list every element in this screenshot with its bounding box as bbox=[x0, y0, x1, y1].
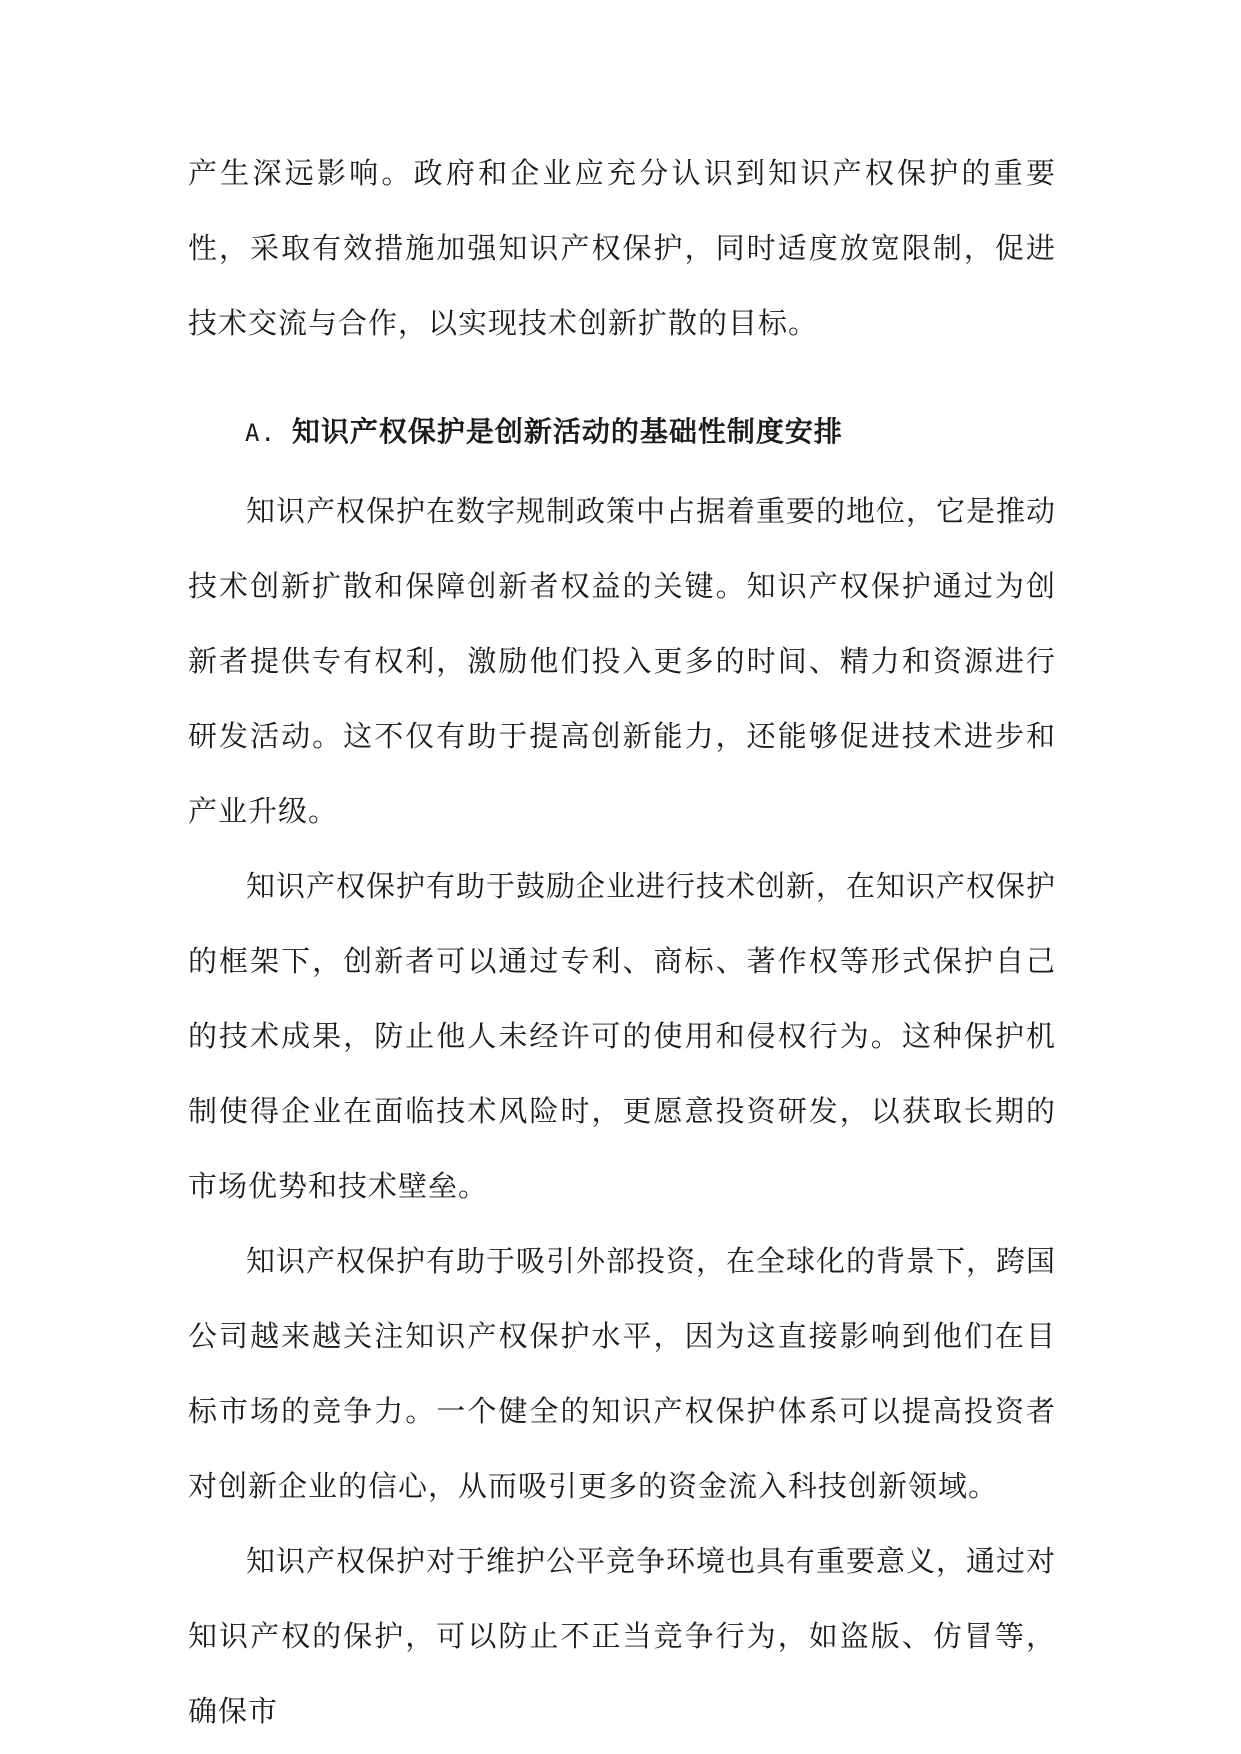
paragraph-ip-fair-competition: 知识产权保护对于维护公平竞争环境也具有重要意义，通过对知识产权的保护，可以防止不正当竞争行为，如盗版、仿冒等，确保市 bbox=[188, 1544, 1057, 1728]
paragraph-ip-encourage-innovation: 知识产权保护有助于鼓励企业进行技术创新，在知识产权保护的框架下，创新者可以通过专利、商标、著作权等形式保护自己的技术成果，防止他人未经许可的使用和侵权行为。这种保护机制使得企业在面临技术风险时，更愿意投资研发，以获取长期的市场优势和技术壁垒。 bbox=[188, 869, 1057, 1203]
section-heading bbox=[188, 394, 1056, 471]
paragraph-ip-attract-investment: 知识产权保护有助于吸引外部投资，在全球化的背景下，跨国公司越来越关注知识产权保护水平，因为这直接影响到他们在目标市场的竞争力。一个健全的知识产权保护体系可以提高投资者对创新企业的信心，从而吸引更多的资金流入科技创新领域。 bbox=[188, 1244, 1057, 1503]
paragraph-ip-importance: 知识产权保护在数字规制政策中占据着重要的地位，它是推动技术创新扩散和保障创新者权益的关键。知识产权保护通过为创新者提供专有权利，激励他们投入更多的时间、精力和资源进行研发活动。这不仅有助于提高创新能力，还能够促进技术进步和产业升级。 bbox=[188, 494, 1057, 828]
paragraph-continuation: 产生深远影响。政府和企业应充分认识到知识产权保护的重要性，采取有效措施加强知识产权保护，同时适度放宽限制，促进技术交流与合作，以实现技术创新扩散的目标。 bbox=[188, 156, 1056, 340]
document-body bbox=[188, 136, 1056, 1749]
section-heading-label: A. bbox=[245, 419, 276, 447]
section-heading-title: 知识产权保护是创新活动的基础性制度安排 bbox=[291, 415, 843, 448]
